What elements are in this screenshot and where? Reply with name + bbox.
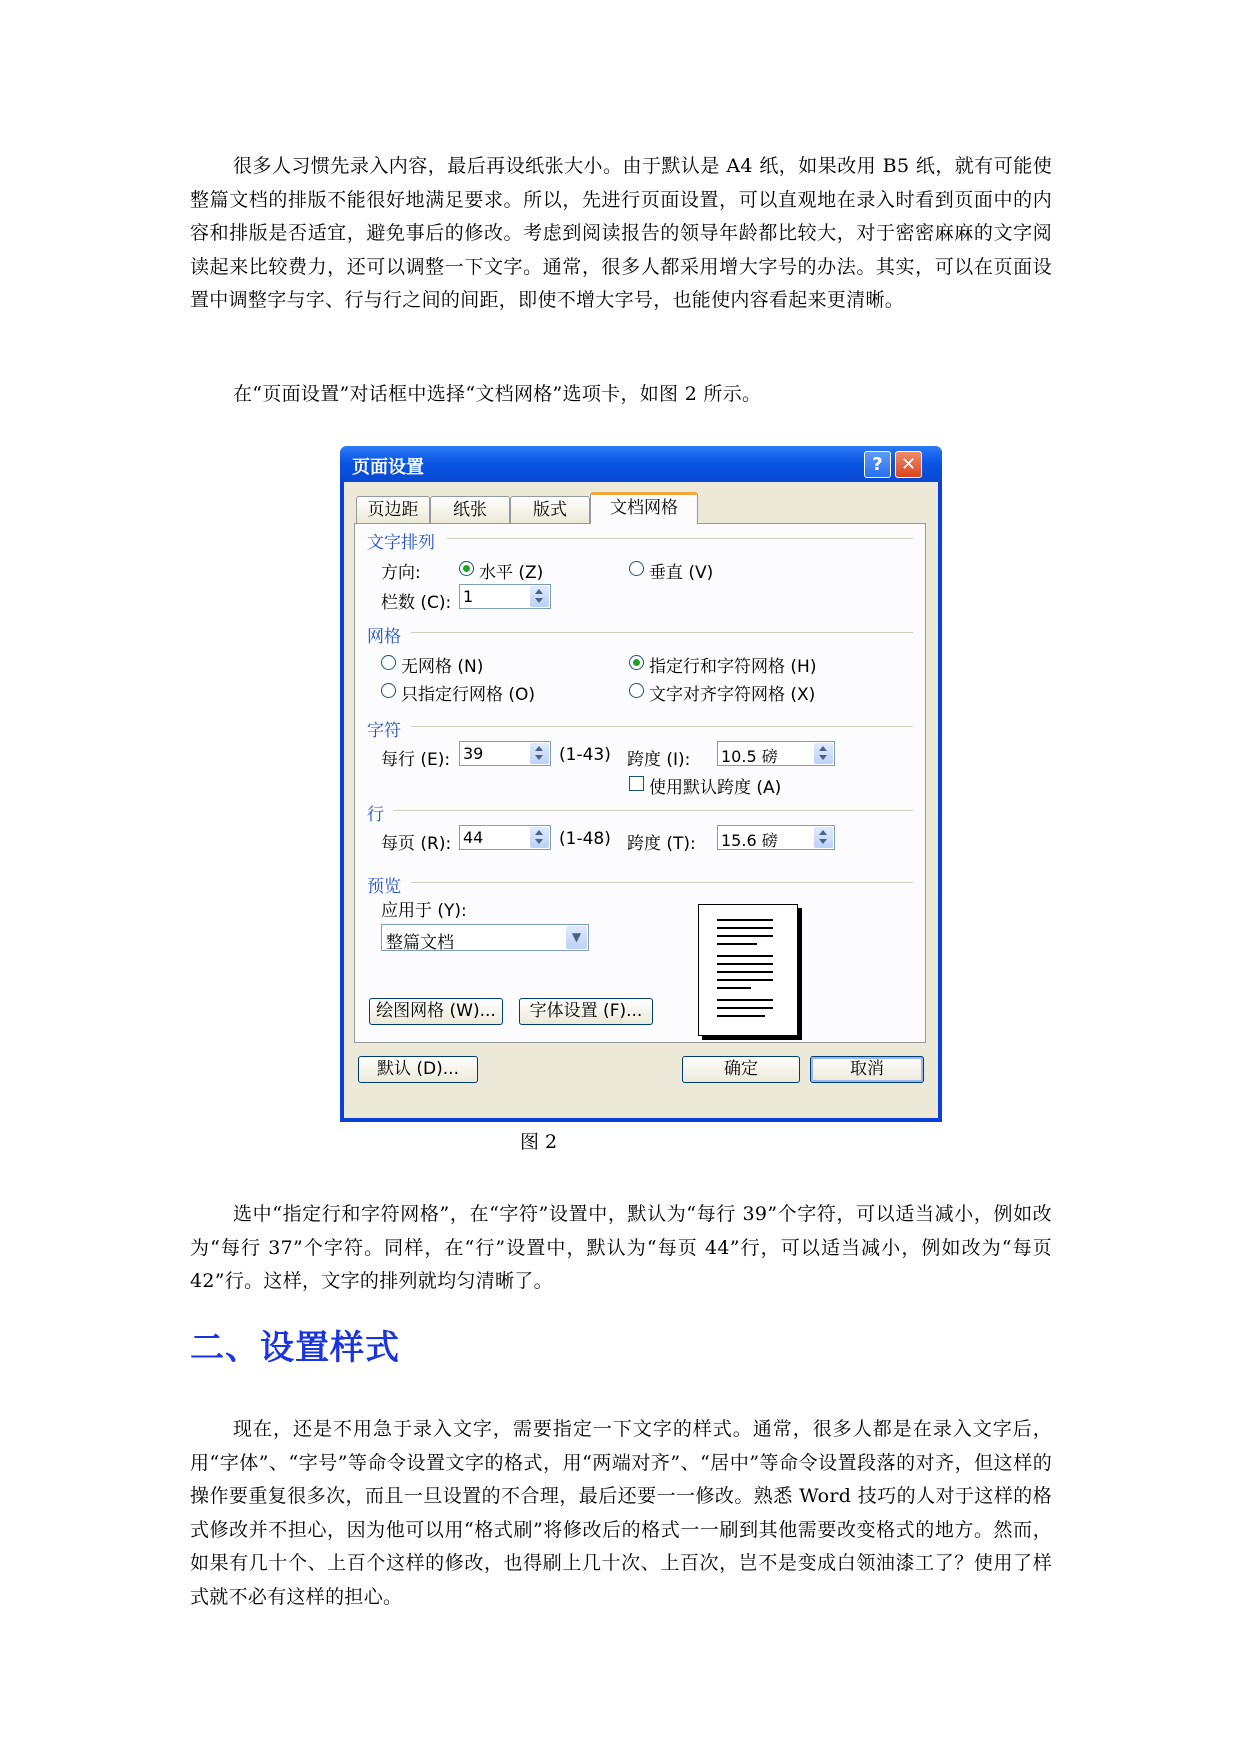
vertical-radio[interactable] (629, 561, 644, 576)
preview-line (717, 927, 773, 929)
dialog-titlebar[interactable] (340, 446, 942, 482)
preview-line (717, 979, 773, 981)
section-divider (447, 538, 913, 539)
columns-value[interactable]: 1 (463, 587, 474, 606)
section-divider (411, 882, 913, 883)
preview-line (717, 1007, 773, 1009)
preview-line (717, 963, 773, 965)
draw-grid-button[interactable]: 绘图网格 (W)... (369, 998, 503, 1025)
chars-per-line-value[interactable]: 39 (463, 744, 484, 763)
lines-per-page-spinner[interactable] (459, 825, 551, 850)
snap-char-grid-label[interactable]: 文字对齐字符网格 (X) (649, 685, 816, 705)
spin-arrows-icon[interactable] (530, 743, 549, 764)
ok-button[interactable]: 确定 (682, 1056, 800, 1083)
apply-to-label: 应用于 (Y): (381, 901, 467, 921)
paragraph-instruction: 在“页面设置”对话框中选择“文档网格”选项卡，如图 2 所示。 (233, 383, 762, 405)
lines-range-label: (1-48) (559, 829, 611, 849)
spin-arrows-icon[interactable] (530, 586, 549, 607)
horizontal-label[interactable]: 水平 (Z) (479, 563, 544, 583)
paragraph-grid-explanation: 选中“指定行和字符网格”，在“字符”设置中，默认为“每行 39”个字符，可以适当减小，例如改为“每行 37”个字符。同样，在“行”设置中，默认为“每页 44”行，可以适当减小，例如改为“每页 42”行。这样，文字的排列就均匀清晰了。 (190, 1203, 1052, 1292)
page-preview (698, 904, 798, 1036)
figure-caption: 图 2 (520, 1131, 558, 1153)
preview-line (717, 919, 773, 921)
char-pitch-value[interactable]: 10.5 磅 (721, 747, 778, 766)
help-button[interactable]: ? (864, 451, 891, 478)
columns-label: 栏数 (C): (381, 593, 452, 613)
paragraph-intro: 很多人习惯先录入内容，最后再设纸张大小。由于默认是 A4 纸，如果改用 B5 纸，就有可能使整篇文档的排版不能很好地满足要求。所以，先进行页面设置，可以直观地在录入时看到页面中的内容和排版是否适宜，避免事后的修改。考虑到阅读报告的领导年龄都比较大，对于密密麻麻的文字阅读起来比较费力，还可以调整一下文字。通常，很多人都采用增大字号的办法。其实，可以在页面设置中调整字与字、行与行之间的间距，即使不增大字号，也能使内容看起来更清晰。 (190, 155, 1052, 311)
preview-line (717, 935, 773, 937)
direction-label: 方向: (381, 563, 421, 583)
section-grid: 网格 (367, 627, 401, 647)
font-settings-button[interactable]: 字体设置 (F)... (519, 998, 653, 1025)
columns-spinner[interactable] (459, 584, 551, 609)
tab-layout[interactable]: 版式 (510, 496, 590, 523)
tab-document-grid[interactable]: 文档网格 (590, 492, 698, 524)
section-text-arrange: 文字排列 (367, 533, 435, 553)
snap-char-grid-radio[interactable] (629, 683, 644, 698)
cancel-button[interactable]: 取消 (810, 1056, 924, 1083)
dialog-title: 页面设置 (352, 457, 424, 478)
line-char-grid-label[interactable]: 指定行和字符网格 (H) (649, 657, 817, 677)
spin-arrows-icon[interactable] (814, 743, 833, 764)
line-grid-radio[interactable] (381, 683, 396, 698)
no-grid-label[interactable]: 无网格 (N) (401, 657, 484, 677)
preview-line (717, 955, 773, 957)
chevron-down-icon[interactable]: ▼ (566, 926, 587, 949)
horizontal-radio[interactable] (459, 561, 474, 576)
section-heading: 二、设置样式 (190, 1328, 400, 1368)
chars-per-line-spinner[interactable] (459, 741, 551, 766)
lines-per-page-label: 每页 (R): (381, 834, 452, 854)
page-setup-dialog (340, 446, 942, 1122)
tab-panel-document-grid (354, 523, 926, 1043)
vertical-label[interactable]: 垂直 (V) (649, 563, 714, 583)
preview-line (717, 971, 773, 973)
section-divider (411, 726, 913, 727)
apply-to-value[interactable]: 整篇文档 (386, 933, 454, 953)
line-pitch-spinner[interactable] (717, 825, 835, 850)
apply-to-select[interactable] (381, 924, 589, 951)
preview-line (717, 1015, 765, 1017)
tab-margins[interactable]: 页边距 (356, 496, 430, 523)
chars-range-label: (1-43) (559, 745, 611, 765)
section-preview: 预览 (367, 877, 401, 897)
section-lines: 行 (367, 805, 384, 825)
close-button[interactable]: ✕ (895, 451, 922, 478)
paragraph-styles: 现在，还是不用急于录入文字，需要指定一下文字的样式。通常，很多人都是在录入文字后，用“字体”、“字号”等命令设置文字的格式，用“两端对齐”、“居中”等命令设置段落的对齐，但这样的操作要重复很多次，而且一旦设置的不合理，最后还要一一修改。熟悉 Word 技巧的人对于这样的格式修改并不担心，因为他可以用“格式刷”将修改后的格式一一刷到其他需要改变格式的地方。然而，如果有几十个、上百个这样的修改，也得刷上几十次、上百次，岂不是变成白领油漆工了？使用了样式就不必有这样的担心。 (190, 1418, 1052, 1608)
line-pitch-value[interactable]: 15.6 磅 (721, 831, 778, 850)
tab-paper[interactable]: 纸张 (430, 496, 510, 523)
char-pitch-spinner[interactable] (717, 741, 835, 766)
no-grid-radio[interactable] (381, 655, 396, 670)
line-char-grid-radio[interactable] (629, 655, 644, 670)
default-button[interactable]: 默认 (D)... (358, 1056, 478, 1083)
section-divider (393, 810, 913, 811)
line-pitch-label: 跨度 (T): (627, 834, 696, 854)
default-pitch-label[interactable]: 使用默认跨度 (A) (649, 778, 782, 798)
default-pitch-checkbox[interactable] (629, 776, 644, 791)
chars-per-line-label: 每行 (E): (381, 750, 451, 770)
preview-line (717, 943, 757, 945)
spin-arrows-icon[interactable] (530, 827, 549, 848)
preview-line (717, 987, 751, 989)
char-pitch-label: 跨度 (I): (627, 750, 691, 770)
preview-line (717, 999, 773, 1001)
section-chars: 字符 (367, 721, 401, 741)
lines-per-page-value[interactable]: 44 (463, 828, 484, 847)
dialog-client-area (344, 482, 938, 1118)
line-grid-label[interactable]: 只指定行网格 (O) (401, 685, 536, 705)
spin-arrows-icon[interactable] (814, 827, 833, 848)
section-divider (411, 632, 913, 633)
